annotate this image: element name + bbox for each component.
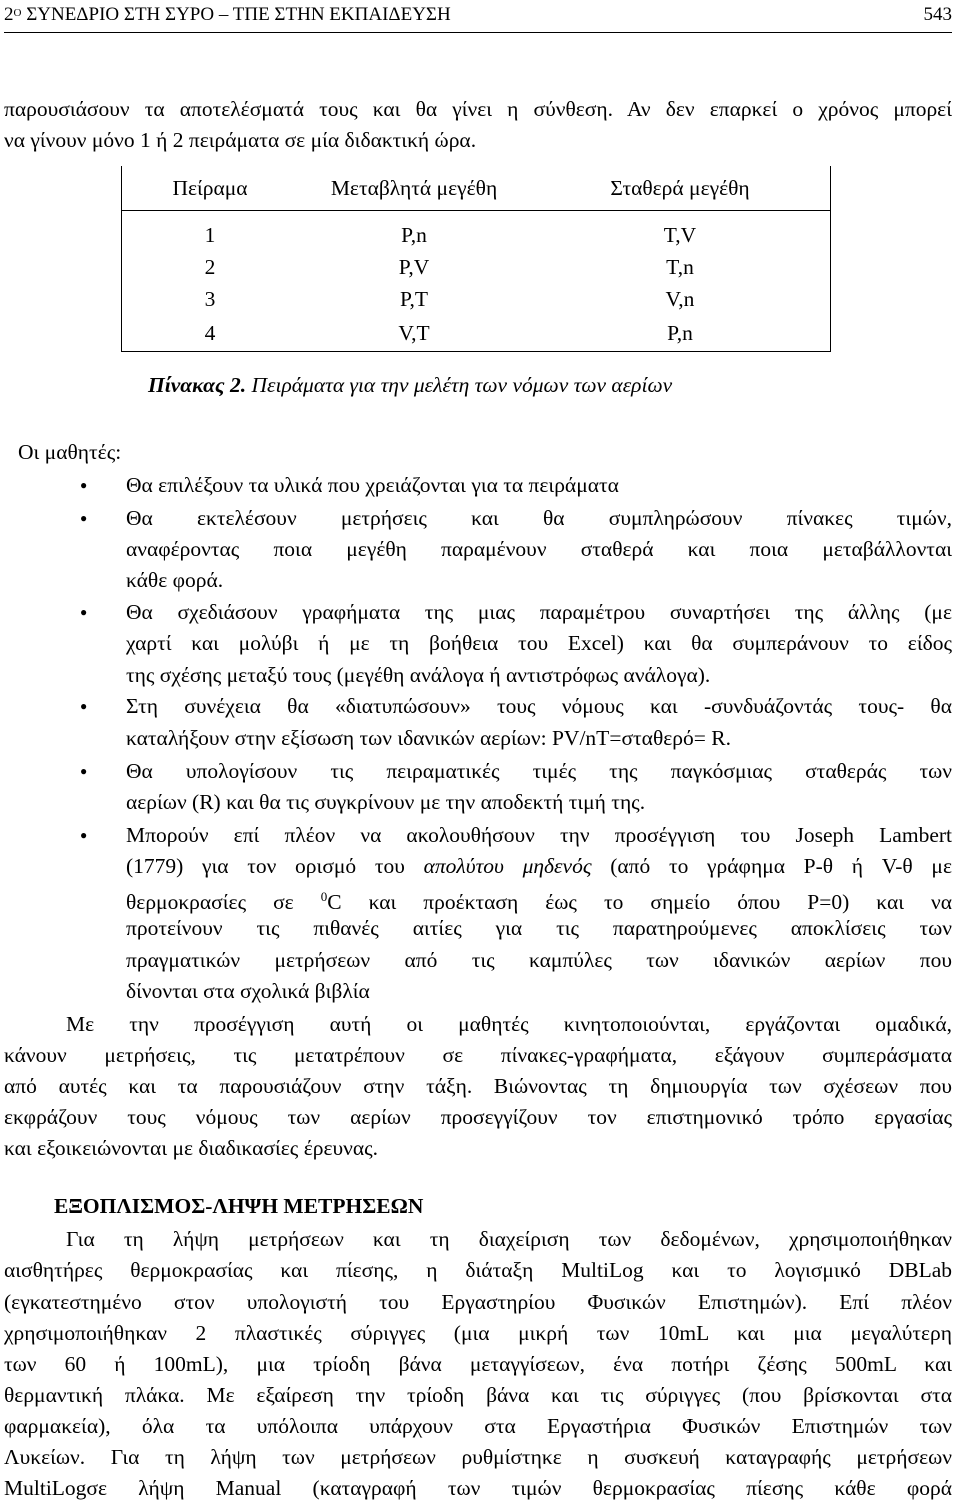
bullet-item-3-line-2: χαρτί και μολύβι ή με τη βοήθεια του Excel) και θα συμπεράνουν το είδος [126, 631, 952, 655]
bullet-icon: ● [80, 511, 88, 525]
experiments-table [121, 166, 831, 352]
paragraph-2-line-9: MultiLogσε λήψη Manual (καταγραφή των τιμών θερμοκρασίας πίεσης κάθε φορά [4, 1476, 952, 1500]
bullet-item-5-line-2: αερίων (R) και θα τις συγκρίνουν με την αποδεκτή τιμή της. [126, 790, 646, 814]
column-header-variables: Μεταβλητά μεγέθη [298, 166, 530, 211]
bullet-icon: ● [80, 478, 88, 492]
intro-line-1: παρουσιάσουν τα αποτελέσματά τους και θα γίνει η σύνθεση. Αν δεν επαρκεί ο χρόνος μπορεί [4, 97, 952, 121]
table-cell: T,n [666, 254, 694, 279]
table-cell: 3 [204, 286, 216, 311]
page-number: 543 [923, 4, 952, 25]
table-cell: 2 [204, 254, 216, 279]
table-cell: 1 [204, 222, 216, 247]
table-row [122, 283, 831, 315]
absolute-zero-term: απολύτου μηδενός [423, 854, 592, 878]
bullet-item-6-line-3: θερμοκρασίες σε $^0$C και προέκταση έως το σημείο όπου P=0) και να [126, 889, 952, 915]
table-caption [148, 370, 672, 400]
bullet-item-2-line-1: Θα εκτελέσουν μετρήσεις και θα συμπληρώσουν πίνακες τιμών, [126, 506, 952, 530]
paragraph-2-line-5: των 60 ή 100mL), μια τρίοδη βάνα μεταγγίσεων, ένα ποτήρι ζέσης 500mL και [4, 1352, 952, 1376]
bullet-item-1: Θα επιλέξουν τα υλικά που χρειάζονται για τα πειράματα [126, 473, 619, 497]
table-cell: V,n [665, 286, 695, 311]
paragraph-2-line-8: Λυκείων. Για τη λήψη των μετρήσεων ρυθμίστηκε η συσκευή καταγραφής μετρήσεων [4, 1445, 952, 1469]
bullet-item-6-line-6: δίνονται στα σχολικά βιβλία [126, 979, 370, 1003]
table-header-row [122, 166, 831, 211]
paragraph-1-line-3: από αυτές και τα παρουσιάζουν στην τάξη. Βιώνοντας τη δημιουργία των σχέσεων που [4, 1074, 952, 1098]
table-row [122, 211, 831, 252]
caption-label: Πίνακας 2. [148, 373, 247, 397]
paragraph-2-line-1: Για τη λήψη μετρήσεων και τη διαχείριση των δεδομένων, χρησιμοποιήθηκαν [66, 1227, 952, 1251]
bullet-item-2-line-3: κάθε φορά. [126, 568, 224, 592]
paragraph-1-line-2: κάνουν μετρήσεις, τις μετατρέπουν σε πίνακες-γραφήματα, εξάγουν συμπεράσματα [4, 1043, 952, 1067]
table-cell: T,V [663, 222, 697, 247]
bullet-item-6-line-5: πραγματικών μετρήσεων από τις καμπύλες των ιδανικών αερίων που [126, 948, 952, 972]
column-header-experiment: Πείραμα [122, 166, 299, 211]
caption-text: Πειράματα για την μελέτη των νόμων των αερίων [246, 373, 673, 397]
column-header-constants: Σταθερά μεγέθη [530, 166, 831, 211]
bullet-icon: ● [80, 764, 88, 778]
paragraph-2-line-4: χρησιμοποιήθηκαν 2 πλαστικές σύριγγες (μια μικρή των 10mL και μια μεγαλύτερη [4, 1321, 952, 1345]
paragraph-1-line-5: και εξοικειώνονται με διαδικασίες έρευνας. [4, 1136, 379, 1160]
paragraph-2-line-7: φαρμακεία), όλα τα υπόλοιπα υπάρχουν στα Εργαστήρια Φυσικών Επιστημών των [4, 1414, 952, 1438]
paragraph-2-line-3: (εγκατεστημένο στον υπολογιστή του Εργαστηρίου Φυσικών Επιστημών). Επί πλέον [4, 1290, 952, 1314]
table-cell: P,V [398, 254, 430, 279]
bullet-item-3-line-1: Θα σχεδιάσουν γραφήματα της μιας παραμέτρου συναρτήσει της άλλης (με [126, 600, 952, 624]
bullet-item-4-line-2: καταλήξουν στην εξίσωση των ιδανικών αερίων: PV/nT=σταθερό= R. [126, 726, 731, 750]
paragraph-2-line-6: θερμαντική πλάκα. Με εξαίρεση την τρίοδη βάνα και τις σύριγγες (που βρίσκονται στα [4, 1383, 952, 1407]
paragraph-2-line-2: αισθητήρες θερμοκρασίας και πίεσης, η διάταξη MultiLog και το λογισμικό DBLab [4, 1258, 952, 1282]
table-row [122, 315, 831, 352]
bullet-item-3-line-3: της σχέσης μεταξύ τους (μεγέθη ανάλογα ή αντιστρόφως ανάλογα). [126, 663, 711, 687]
intro-line-2: να γίνουν μόνο 1 ή 2 πειράματα σε μία διδακτική ώρα. [4, 128, 477, 152]
bullet-item-6-line-1: Μπορούν επί πλέον να ακολουθήσουν την προσέγγιση του Joseph Lambert [126, 823, 952, 847]
conference-title: $2^O$ ΣΥΝΕΔΡΙΟ ΣΤΗ ΣΥΡΟ – ΤΠΕ ΣΤΗΝ ΕΚΠΑΙΔΕΥΣΗ [4, 4, 451, 25]
section-heading: ΕΞΟΠΛΙΣΜΟΣ-ΛΗΨΗ ΜΕΤΡΗΣΕΩΝ [54, 1194, 424, 1218]
bullet-item-2-line-2: αναφέροντας ποια μεγέθη παραμένουν σταθερά και ποια μεταβάλλονται [126, 537, 952, 561]
bullet-icon: ● [80, 828, 88, 842]
table-cell: V,T [298, 315, 530, 352]
table-row [122, 251, 831, 283]
table-cell: P,T [399, 286, 429, 311]
page-header [4, 2, 952, 33]
paragraph-1-line-1: Με την προσέγγιση αυτή οι μαθητές κινητοποιούνται, εργάζονται ομαδικά, [66, 1012, 952, 1036]
students-label: Οι μαθητές: [18, 440, 122, 464]
table-cell: P,n [530, 315, 831, 352]
bullet-item-6-line-2: (1779) για τον ορισμό του απολύτου μηδενός (από το γράφημα P-θ ή V-θ με [126, 854, 952, 878]
bullet-icon: ● [80, 699, 88, 713]
bullet-item-5-line-1: Θα υπολογίσουν τις πειραματικές τιμές της παγκόσμιας σταθεράς των [126, 759, 952, 783]
paragraph-1-line-4: εκφράζουν τους νόμους των αερίων προσεγγίζουν τον επιστημονικό τρόπο εργασίας [4, 1105, 952, 1129]
bullet-item-4-line-1: Στη συνέχεια θα «διατυπώσουν» τους νόμους και -συνδυάζοντάς τους- θα [126, 694, 952, 718]
table-cell: 4 [122, 315, 299, 352]
bullet-item-6-line-4: προτείνουν τις πιθανές αιτίες για τις παρατηρούμενες αποκλίσεις των [126, 916, 952, 940]
bullet-icon: ● [80, 605, 88, 619]
table-cell: P,n [401, 222, 427, 247]
